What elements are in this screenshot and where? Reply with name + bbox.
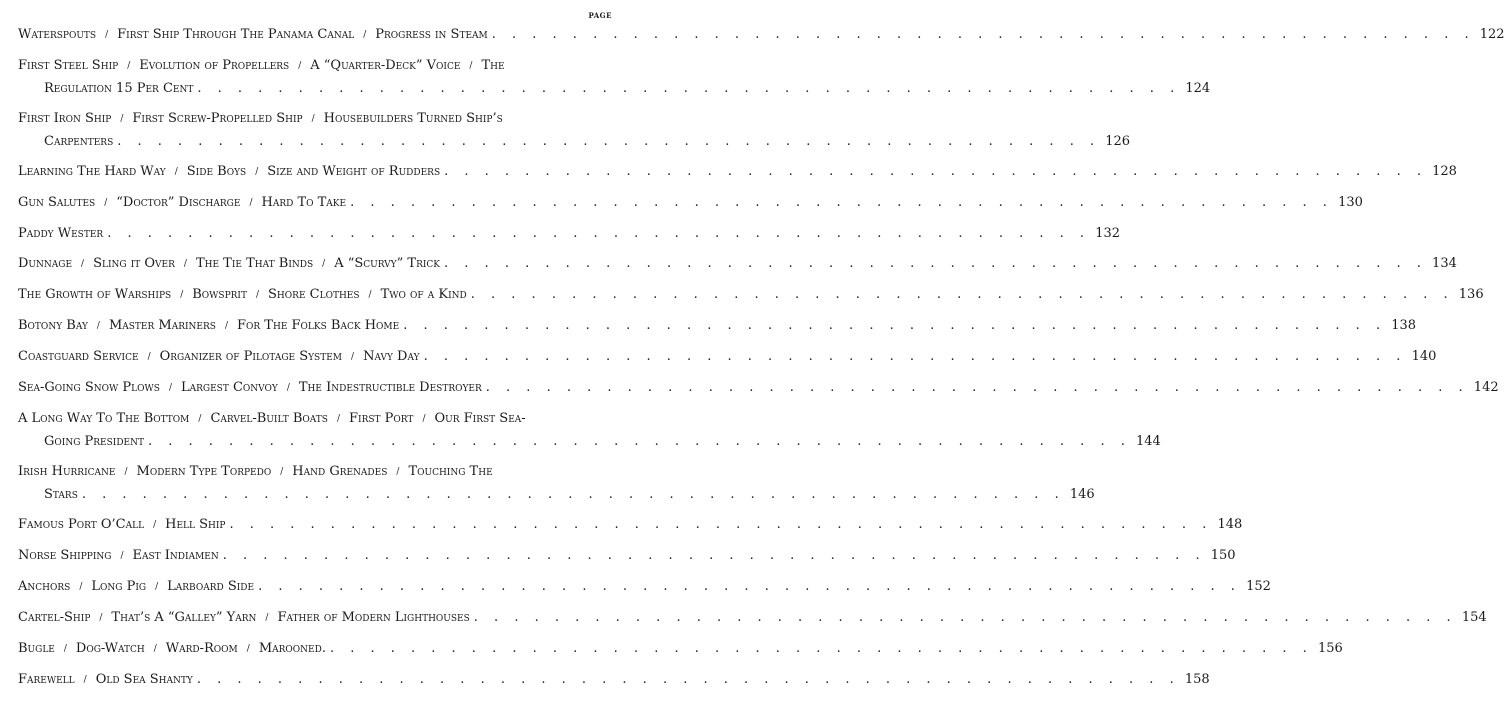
topic-separator: /	[180, 290, 184, 300]
dot-leader: . . . . . . . . . . . . . . . . . . . . . . . . . . . . . . . . . . . . . . . . . . . . . . . . .	[81, 487, 1065, 502]
toc-topic[interactable]: Shore Clothes	[268, 287, 360, 302]
topic-separator: /	[255, 167, 259, 177]
toc-topic[interactable]: Carpenters	[44, 134, 114, 149]
dot-leader: . . . . . . . . . . . . . . . . . . . . . . . . . . . . . . . . . . . . . . . . . . . . . . . . .	[403, 318, 1387, 333]
toc-entry[interactable]	[18, 24, 1505, 47]
toc-topic[interactable]: Hell Ship	[165, 517, 226, 532]
topic-separator: /	[286, 383, 290, 393]
toc-entry-topics	[18, 223, 103, 245]
toc-topic[interactable]: Regulation 15 Per Cent	[44, 81, 194, 96]
topic-separator: /	[83, 675, 87, 685]
toc-entry-line	[18, 377, 1499, 400]
toc-entry-topics	[18, 315, 399, 338]
topic-separator: /	[336, 414, 341, 424]
toc-topic[interactable]: Housebuilders Turned Ship’s	[323, 111, 503, 126]
toc-entry-topics	[44, 78, 193, 100]
topic-separator: /	[422, 414, 426, 424]
topic-separator: /	[183, 259, 187, 269]
topic-separator: /	[153, 520, 157, 530]
dot-leader: . . . . . . . . . . . . . . . . . . . . . . . . . . . . . . . . . . . . . . . . . . . . . . . . .	[485, 380, 1469, 395]
topic-separator: /	[368, 290, 372, 300]
toc-entry-topics	[18, 669, 193, 692]
toc-entry-line	[18, 253, 1457, 276]
dot-leader: . . . . . . . . . . . . . . . . . . . . . . . . . . . . . . . . . . . . . . . . . . . . . . . . .	[229, 517, 1213, 532]
page-number[interactable]: 152	[1246, 579, 1271, 594]
page-number[interactable]: 148	[1217, 517, 1243, 532]
toc-topic[interactable]: Hand Grenades	[292, 464, 388, 479]
toc-entry[interactable]	[18, 576, 1271, 599]
topic-separator: /	[174, 167, 178, 177]
toc-entry-topics	[18, 192, 346, 215]
toc-topic[interactable]: Largest Convoy	[181, 380, 278, 395]
topic-separator: /	[280, 467, 284, 477]
page-number[interactable]: 150	[1210, 548, 1236, 563]
toc-topic[interactable]: Paddy Wester	[18, 226, 104, 241]
toc-entry[interactable]	[18, 638, 1343, 661]
toc-topic[interactable]: First Ship Through The Panama Canal	[117, 27, 355, 42]
toc-entry-topics	[44, 131, 113, 153]
toc-entry[interactable]	[18, 161, 1457, 184]
topic-separator: /	[249, 198, 253, 208]
toc-entry-line	[18, 669, 1210, 692]
topic-separator: /	[81, 259, 85, 269]
toc-entry-line	[18, 108, 613, 131]
toc-topic[interactable]: First Iron Ship	[18, 111, 112, 126]
toc-entry[interactable]	[18, 55, 1211, 100]
page-number[interactable]: 146	[1069, 487, 1095, 502]
dot-leader: . . . . . . . . . . . . . . . . . . . . . . . . . . . . . . . . . . . . . . . . . . . . . . . . .	[329, 641, 1313, 656]
toc-topic[interactable]: Dunnage	[18, 256, 73, 271]
toc-topic[interactable]: Marooned.	[258, 641, 326, 656]
topic-separator: /	[224, 321, 228, 331]
toc-topic[interactable]: “Doctor” Discharge	[116, 195, 241, 210]
page-number[interactable]: 156	[1317, 641, 1343, 656]
topic-separator: /	[147, 352, 151, 362]
toc-entry[interactable]	[18, 108, 1131, 153]
toc-topic[interactable]: Our First Sea-	[434, 411, 526, 426]
toc-topic[interactable]: Irish Hurricane	[18, 464, 116, 479]
topic-separator: /	[469, 61, 473, 71]
toc-entry-line	[18, 576, 1271, 599]
toc-entry-line	[18, 192, 1363, 215]
toc-entry-topics	[18, 638, 326, 661]
topic-separator: /	[311, 114, 315, 124]
toc-topic[interactable]: Farewell	[18, 672, 75, 687]
page-number[interactable]: 140	[1411, 349, 1437, 364]
topic-separator: /	[265, 613, 269, 623]
table-of-contents	[18, 24, 1505, 700]
page-number[interactable]: 144	[1136, 434, 1161, 449]
topic-separator: /	[246, 644, 250, 654]
page-column-label: PAGE	[588, 11, 612, 20]
topic-separator: /	[298, 61, 302, 71]
dot-leader: . . . . . . . . . . . . . . . . . . . . . . . . . . . . . . . . . . . . . . . . . . . . . . . . .	[444, 164, 1427, 179]
toc-topic[interactable]: A “Quarter-Deck” Voice	[310, 58, 461, 73]
dot-leader: . . . . . . . . . . . . . . . . . . . . . . . . . . . . . . . . . . . . . . . . . . . . . . . . .	[197, 81, 1181, 96]
toc-topic[interactable]: Father of Modern Lighthouses	[277, 610, 470, 625]
topic-separator: /	[79, 582, 83, 592]
page-number[interactable]: 158	[1184, 672, 1210, 687]
toc-entry-line	[18, 78, 1211, 100]
toc-topic[interactable]: The Indestructible Destroyer	[298, 380, 482, 395]
toc-topic[interactable]: Famous Port O’Call	[18, 517, 145, 532]
dot-leader: . . . . . . . . . . . . . . . . . . . . . . . . . . . . . . . . . . . . . . . . . . . . . . . . .	[148, 434, 1131, 449]
toc-topic[interactable]: Two of a Kind	[380, 287, 467, 302]
toc-entry-topics	[18, 545, 219, 568]
toc-entry-topics	[18, 377, 482, 400]
toc-topic[interactable]: A “Scurvy” Trick	[334, 256, 441, 271]
toc-entry[interactable]	[18, 346, 1437, 369]
toc-topic[interactable]: Size and Weight of Rudders	[267, 164, 441, 179]
toc-topic[interactable]: The Tie That Binds	[195, 256, 314, 271]
toc-topic[interactable]: Ward-Room	[165, 641, 238, 656]
toc-topic[interactable]: First Port	[349, 411, 414, 426]
toc-topic[interactable]: The Growth of Warships	[18, 287, 172, 302]
toc-topic[interactable]: East Indiamen	[132, 548, 219, 563]
page-number[interactable]: 142	[1473, 380, 1499, 395]
topic-separator: /	[255, 290, 260, 300]
dot-leader: . . . . . . . . . . . . . . . . . . . . . . . . . . . . . . . . . . . . . . . . . . . . . . . . .	[423, 349, 1407, 364]
dot-leader: . . . . . . . . . . . . . . . . . . . . . . . . . . . . . . . . . . . . . . . . . . . . . . . . .	[350, 195, 1333, 210]
topic-separator: /	[120, 551, 124, 561]
dot-leader: . . . . . . . . . . . . . . . . . . . . . . . . . . . . . . . . . . . . . . . . . . . . . . . . .	[196, 672, 1180, 687]
toc-entry[interactable]	[18, 377, 1499, 400]
toc-entry[interactable]	[18, 461, 1095, 506]
page-number[interactable]: 122	[1479, 27, 1505, 42]
topic-separator: /	[124, 467, 128, 477]
toc-entry[interactable]	[18, 408, 1161, 453]
toc-topic[interactable]: Gun Salutes	[18, 195, 96, 210]
toc-entry-line	[18, 24, 1505, 47]
toc-entry-topics	[18, 284, 467, 307]
toc-topic[interactable]: Botony Bay	[18, 318, 88, 333]
toc-topic[interactable]: Long Pig	[91, 579, 147, 594]
toc-entry-line	[18, 284, 1484, 307]
topic-separator: /	[322, 259, 326, 269]
page-number[interactable]: 134	[1432, 256, 1457, 271]
toc-entry-topics	[18, 108, 503, 131]
toc-entry-topics	[18, 161, 440, 184]
toc-topic[interactable]: Organizer of Pilotage System	[159, 349, 343, 364]
toc-entry[interactable]	[18, 669, 1210, 692]
toc-topic[interactable]: Waterspouts	[18, 27, 97, 42]
topic-separator: /	[155, 582, 159, 592]
toc-topic[interactable]: Sea-Going Snow Plows	[18, 380, 160, 395]
toc-entry-line	[18, 638, 1343, 661]
toc-entry[interactable]	[18, 223, 1121, 245]
toc-entry-topics	[18, 346, 420, 369]
topic-separator: /	[63, 644, 67, 654]
toc-entry-line	[18, 131, 1131, 153]
toc-entry-topics	[18, 514, 225, 537]
toc-topic[interactable]: Carvel-Built Boats	[210, 411, 328, 426]
toc-topic[interactable]: Larboard Side	[167, 579, 255, 594]
toc-entry[interactable]	[18, 514, 1243, 537]
page-number[interactable]: 130	[1338, 195, 1363, 210]
topic-separator: /	[99, 613, 103, 623]
topic-separator: /	[168, 383, 172, 393]
toc-entry-line	[18, 461, 613, 484]
toc-topic[interactable]: The	[481, 58, 505, 73]
dot-leader: . . . . . . . . . . . . . . . . . . . . . . . . . . . . . . . . . . . . . . . . . . . . . . . . .	[117, 134, 1101, 149]
toc-topic[interactable]: Coastguard Service	[18, 349, 139, 364]
toc-entry-topics	[18, 576, 254, 599]
toc-topic[interactable]: Dog-Watch	[75, 641, 145, 656]
toc-entry-topics	[18, 253, 440, 276]
toc-topic[interactable]: Stars	[44, 487, 78, 502]
toc-entry-topics	[44, 431, 144, 453]
toc-entry-line	[18, 607, 1487, 630]
topic-separator: /	[153, 644, 157, 654]
toc-topic[interactable]: First Steel Ship	[18, 58, 119, 73]
toc-entry-line	[18, 315, 1417, 338]
dot-leader: . . . . . . . . . . . . . . . . . . . . . . . . . . . . . . . . . . . . . . . . . . . . . . . . .	[444, 256, 1427, 271]
toc-topic[interactable]: First Screw-Propelled Ship	[132, 111, 303, 126]
topic-separator: /	[105, 30, 109, 40]
toc-topic[interactable]: Navy Day	[363, 349, 420, 364]
toc-topic[interactable]: Cartel-Ship	[18, 610, 91, 625]
topic-separator: /	[96, 321, 100, 331]
page-number[interactable]: 132	[1095, 226, 1121, 241]
dot-leader: . . . . . . . . . . . . . . . . . . . . . . . . . . . . . . . . . . . . . . . . . . . . . . . . .	[107, 226, 1091, 241]
toc-entry[interactable]	[18, 284, 1484, 307]
toc-entry[interactable]	[18, 192, 1363, 215]
toc-topic[interactable]: Master Mariners	[108, 318, 216, 333]
toc-topic[interactable]: Evolution of Propellers	[139, 58, 290, 73]
topic-separator: /	[120, 114, 124, 124]
dot-leader: . . . . . . . . . . . . . . . . . . . . . . . . . . . . . . . . . . . . . . . . . . . . . . . . .	[258, 579, 1241, 594]
toc-topic[interactable]: Bowsprit	[192, 287, 247, 302]
toc-entry-topics	[44, 484, 78, 506]
toc-entry-line	[18, 408, 613, 431]
page-number[interactable]: 124	[1185, 81, 1211, 96]
toc-entry-topics	[18, 607, 470, 630]
toc-topic[interactable]: Old Sea Shanty	[95, 672, 193, 687]
dot-leader: . . . . . . . . . . . . . . . . . . . . . . . . . . . . . . . . . . . . . . . . . . . . . . . . .	[491, 27, 1475, 42]
toc-entry[interactable]	[18, 607, 1487, 630]
toc-topic[interactable]: Side Boys	[186, 164, 247, 179]
topic-separator: /	[127, 61, 131, 71]
toc-topic[interactable]: Modern Type Torpedo	[136, 464, 272, 479]
toc-entry-line	[18, 223, 1121, 245]
toc-topic[interactable]: Learning The Hard Way	[18, 164, 166, 179]
toc-entry[interactable]	[18, 545, 1236, 568]
toc-entry-line	[18, 55, 613, 78]
toc-entry-line	[18, 545, 1236, 568]
toc-entry-line	[18, 431, 1161, 453]
dot-leader: . . . . . . . . . . . . . . . . . . . . . . . . . . . . . . . . . . . . . . . . . . . . . . . . .	[222, 548, 1206, 563]
toc-topic[interactable]: For The Folks Back Home	[237, 318, 400, 333]
toc-topic[interactable]: That’s A “Galley” Yarn	[111, 610, 257, 625]
dot-leader: . . . . . . . . . . . . . . . . . . . . . . . . . . . . . . . . . . . . . . . . . . . . . . . . .	[473, 610, 1457, 625]
page-number[interactable]: 138	[1391, 318, 1417, 333]
toc-topic[interactable]: A Long Way To The Bottom	[18, 411, 190, 426]
toc-entry-topics	[18, 461, 493, 484]
toc-topic[interactable]: Sling it Over	[93, 256, 175, 271]
toc-entry[interactable]	[18, 253, 1457, 276]
topic-separator: /	[198, 414, 202, 424]
topic-separator: /	[363, 30, 367, 40]
toc-topic[interactable]: Progress in Steam	[375, 27, 488, 42]
topic-separator: /	[396, 467, 400, 477]
topic-separator: /	[104, 198, 108, 208]
toc-topic[interactable]: Anchors	[18, 579, 71, 594]
page-number[interactable]: 154	[1461, 610, 1487, 625]
page-number[interactable]: 136	[1458, 287, 1484, 302]
topic-separator: /	[351, 352, 355, 362]
toc-topic[interactable]: Going President	[44, 434, 144, 449]
toc-topic[interactable]: Norse Shipping	[18, 548, 112, 563]
toc-entry-topics	[18, 55, 505, 78]
toc-topic[interactable]: Bugle	[18, 641, 55, 656]
toc-entry-topics	[18, 24, 488, 47]
toc-entry-line	[18, 514, 1243, 537]
page-number[interactable]: 126	[1105, 134, 1131, 149]
toc-entry-line	[18, 484, 1095, 506]
toc-entry-line	[18, 161, 1457, 184]
toc-topic[interactable]: Hard To Take	[261, 195, 347, 210]
toc-entry-line	[18, 346, 1437, 369]
toc-topic[interactable]: Touching The	[408, 464, 493, 479]
page-number[interactable]: 128	[1432, 164, 1457, 179]
toc-entry[interactable]	[18, 315, 1417, 338]
toc-entry-topics	[18, 408, 526, 431]
dot-leader: . . . . . . . . . . . . . . . . . . . . . . . . . . . . . . . . . . . . . . . . . . . . . . . . .	[470, 287, 1454, 302]
